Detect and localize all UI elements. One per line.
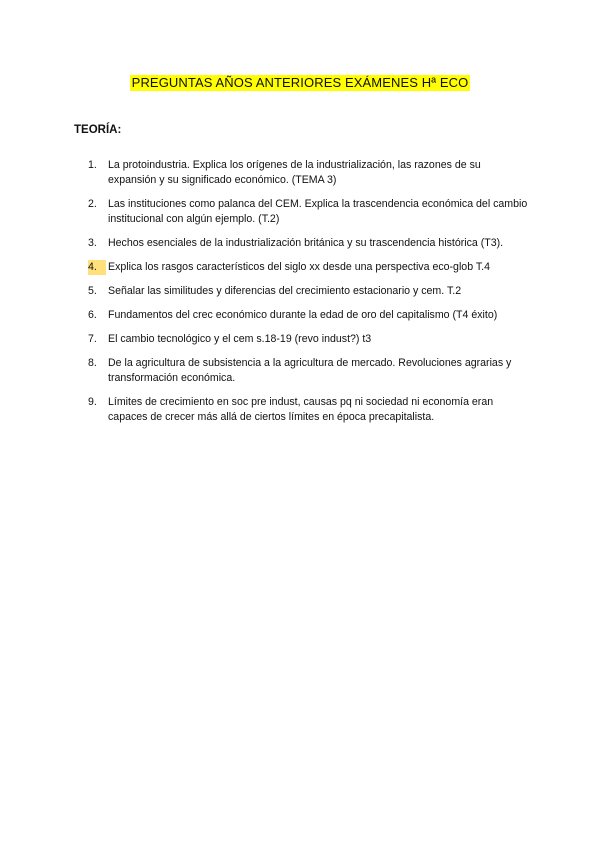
question-number: 7. <box>88 333 97 345</box>
question-number: 5. <box>88 285 97 297</box>
question-text: Las instituciones como palanca del CEM. Explica la trascendencia económica del cambio institucional con algún ejemplo. (T.2) <box>108 198 528 225</box>
question-number: 9. <box>88 396 97 408</box>
page-title: PREGUNTAS AÑOS ANTERIORES EXÁMENES Hª ECO <box>131 75 469 90</box>
question-number: 8. <box>88 357 97 369</box>
list-item <box>88 308 528 323</box>
question-text: Límites de crecimiento en soc pre indust, causas pq ni sociedad ni economía eran capaces de crecer más allá de ciertos límites en época precapitalista. <box>108 396 494 423</box>
question-list <box>88 158 528 434</box>
list-item <box>88 284 528 299</box>
question-number-highlighted: 4. <box>88 260 106 275</box>
list-item <box>88 260 528 275</box>
section-heading-teoria: TEORÍA: <box>74 124 122 136</box>
list-item <box>88 197 528 227</box>
question-number: 3. <box>88 237 97 249</box>
question-number: 1. <box>88 159 97 171</box>
list-item <box>88 332 528 347</box>
list-item <box>88 236 528 251</box>
question-text: De la agricultura de subsistencia a la agricultura de mercado. Revoluciones agrarias y transformación económica. <box>108 357 512 384</box>
question-text: El cambio tecnológico y el cem s.18-19 (revo indust?) t3 <box>108 333 372 345</box>
question-text: Hechos esenciales de la industrialización británica y su trascendencia histórica (T3). <box>108 237 504 249</box>
question-text: Señalar las similitudes y diferencias del crecimiento estacionario y cem. T.2 <box>108 285 462 297</box>
question-number: 2. <box>88 198 97 210</box>
list-item <box>88 158 528 188</box>
title-wrap <box>0 74 600 92</box>
list-item <box>88 395 528 425</box>
question-number: 6. <box>88 309 97 321</box>
question-text: Fundamentos del crec económico durante la edad de oro del capitalismo (T4 éxito) <box>108 309 498 321</box>
question-text: La protoindustria. Explica los orígenes de la industrialización, las razones de su expansión y su significado económico. (TEMA 3) <box>108 159 481 186</box>
question-text: Explica los rasgos característicos del siglo xx desde una perspectiva eco-glob T.4 <box>108 261 490 273</box>
list-item <box>88 356 528 386</box>
